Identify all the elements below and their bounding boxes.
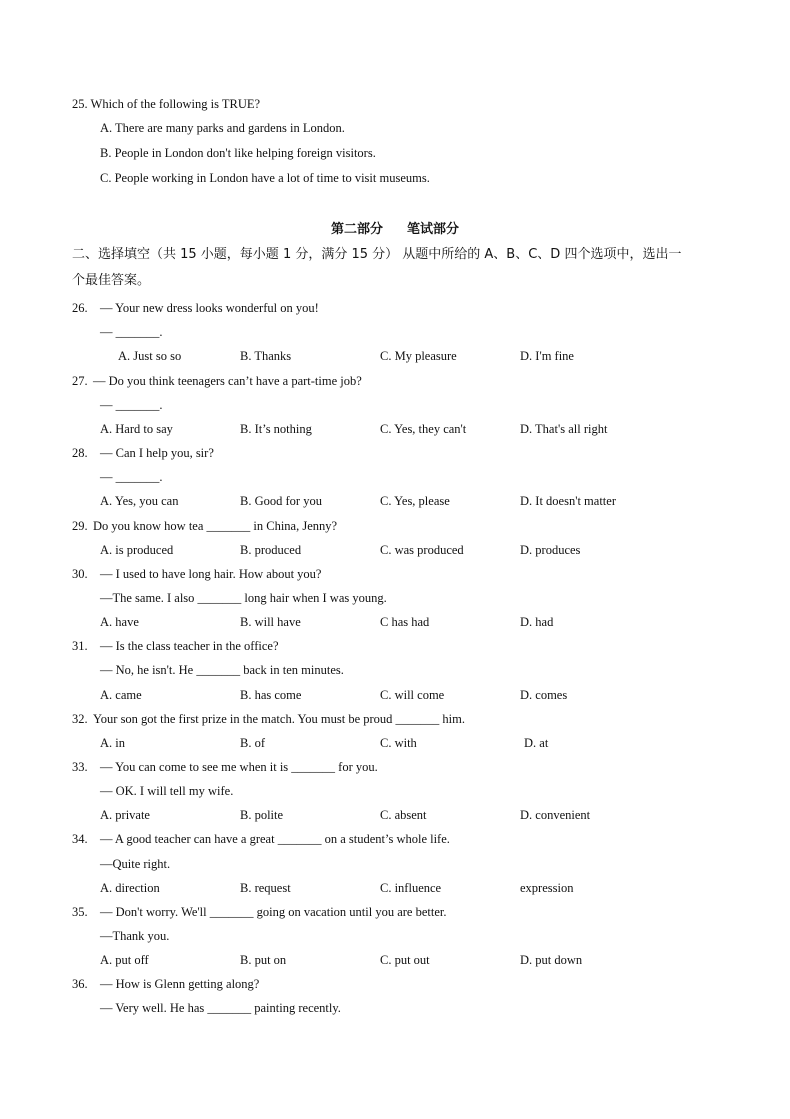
question-31-option-c: C. will come [380,688,445,702]
question-25-option-b: B. People in London don't like helping foreign visitors. [100,146,376,160]
question-25-option-a: A. There are many parks and gardens in London. [100,121,345,135]
question-26-line2: — _______. [100,325,163,339]
section-instructions-line1: 二、选择填空（共 15 小题，每小题 1 分，满分 15 分） 从题中所给的 A、B、C、D 四个选项中，选出一 [72,247,682,262]
question-32-option-d: D. at [524,736,549,750]
question-28-line2: — _______. [100,470,163,484]
question-31-line1: — Is the class teacher in the office? [100,639,279,653]
question-28-line1: — Can I help you, sir? [100,446,214,460]
question-27-number: 27. [72,374,88,388]
question-30-line2: —The same. I also _______ long hair when I was young. [100,591,387,605]
question-34-number: 34. [72,832,88,846]
question-32-option-c: C. with [380,736,417,750]
question-33-line2: — OK. I will tell my wife. [100,784,234,798]
question-33-number: 33. [72,760,88,774]
question-32-number: 32. [72,712,88,726]
question-29-option-b: B. produced [240,543,302,557]
question-26-option-d: D. I'm fine [520,349,574,363]
question-30-option-c: C has had [380,615,430,629]
question-33-line1: — You can come to see me when it is _______ for you. [100,760,378,774]
question-27-option-a: A. Hard to say [100,422,173,436]
question-29-option-d: D. produces [520,543,581,557]
question-35-option-a: A. put off [100,953,149,967]
question-30-option-d: D. had [520,615,554,629]
question-26-number: 26. [72,301,88,315]
question-32-option-a: A. in [100,736,125,750]
question-30-option-a: A. have [100,615,139,629]
question-28-option-b: B. Good for you [240,494,322,508]
question-33-option-c: C. absent [380,808,427,822]
question-26-line1: — Your new dress looks wonderful on you! [100,301,319,315]
question-27-option-d: D. That's all right [520,422,608,436]
question-34-line1: — A good teacher can have a great _______ on a student’s whole life. [100,832,450,846]
question-31-number: 31. [72,639,88,653]
question-34-option-b: B. request [240,881,291,895]
question-34-option-c: C. influence [380,881,442,895]
question-26-option-b: B. Thanks [240,349,292,363]
question-31-option-d: D. comes [520,688,568,702]
question-36-number: 36. [72,977,88,991]
question-27-line1: — Do you think teenagers can’t have a part-time job? [93,374,362,388]
question-27-option-b: B. It’s nothing [240,422,312,436]
question-35-option-b: B. put on [240,953,287,967]
question-30-number: 30. [72,567,88,581]
question-25-stem: 25. Which of the following is TRUE? [72,97,261,111]
question-35-option-d: D. put down [520,953,583,967]
question-26-option-a: A. Just so so [118,349,182,363]
question-29-line1: Do you know how tea _______ in China, Jenny? [93,519,338,533]
question-35-line2: —Thank you. [100,929,170,943]
question-31-option-a: A. came [100,688,142,702]
question-30-line1: — I used to have long hair. How about you? [100,567,322,581]
section-instructions-line2: 个最佳答案。 [72,273,151,288]
question-27-line2: — _______. [100,398,163,412]
question-28-option-c: C. Yes, please [380,494,450,508]
question-29-option-c: C. was produced [380,543,464,557]
question-31-line2: — No, he isn't. He _______ back in ten minutes. [100,663,344,677]
question-29-number: 29. [72,519,88,533]
section-name: 笔试部分 [407,222,460,237]
question-28-option-a: A. Yes, you can [100,494,179,508]
section-part: 第二部分 [330,222,383,237]
question-36-line2: — Very well. He has _______ painting recently. [100,1001,341,1015]
question-34-option-a: A. direction [100,881,160,895]
question-36-line1: — How is Glenn getting along? [100,977,260,991]
question-30-option-b: B. will have [240,615,301,629]
question-33-option-a: A. private [100,808,150,822]
section-title [0,218,790,237]
question-33-option-b: B. polite [240,808,284,822]
question-34-line2: —Quite right. [100,857,171,871]
question-29-option-a: A. is produced [100,543,174,557]
question-35-number: 35. [72,905,88,919]
question-34-option-d: expression [520,881,574,895]
question-28-number: 28. [72,446,88,460]
question-33-option-d: D. convenient [520,808,591,822]
question-31-option-b: B. has come [240,688,302,702]
question-32-line1: Your son got the first prize in the match. You must be proud _______ him. [93,712,465,726]
question-27-option-c: C. Yes, they can't [380,422,467,436]
question-26-option-c: C. My pleasure [380,349,457,363]
question-35-option-c: C. put out [380,953,430,967]
question-35-line1: — Don't worry. We'll _______ going on vacation until you are better. [100,905,447,919]
question-25-option-c: C. People working in London have a lot of time to visit museums. [100,171,430,185]
question-28-option-d: D. It doesn't matter [520,494,616,508]
question-32-option-b: B. of [240,736,265,750]
